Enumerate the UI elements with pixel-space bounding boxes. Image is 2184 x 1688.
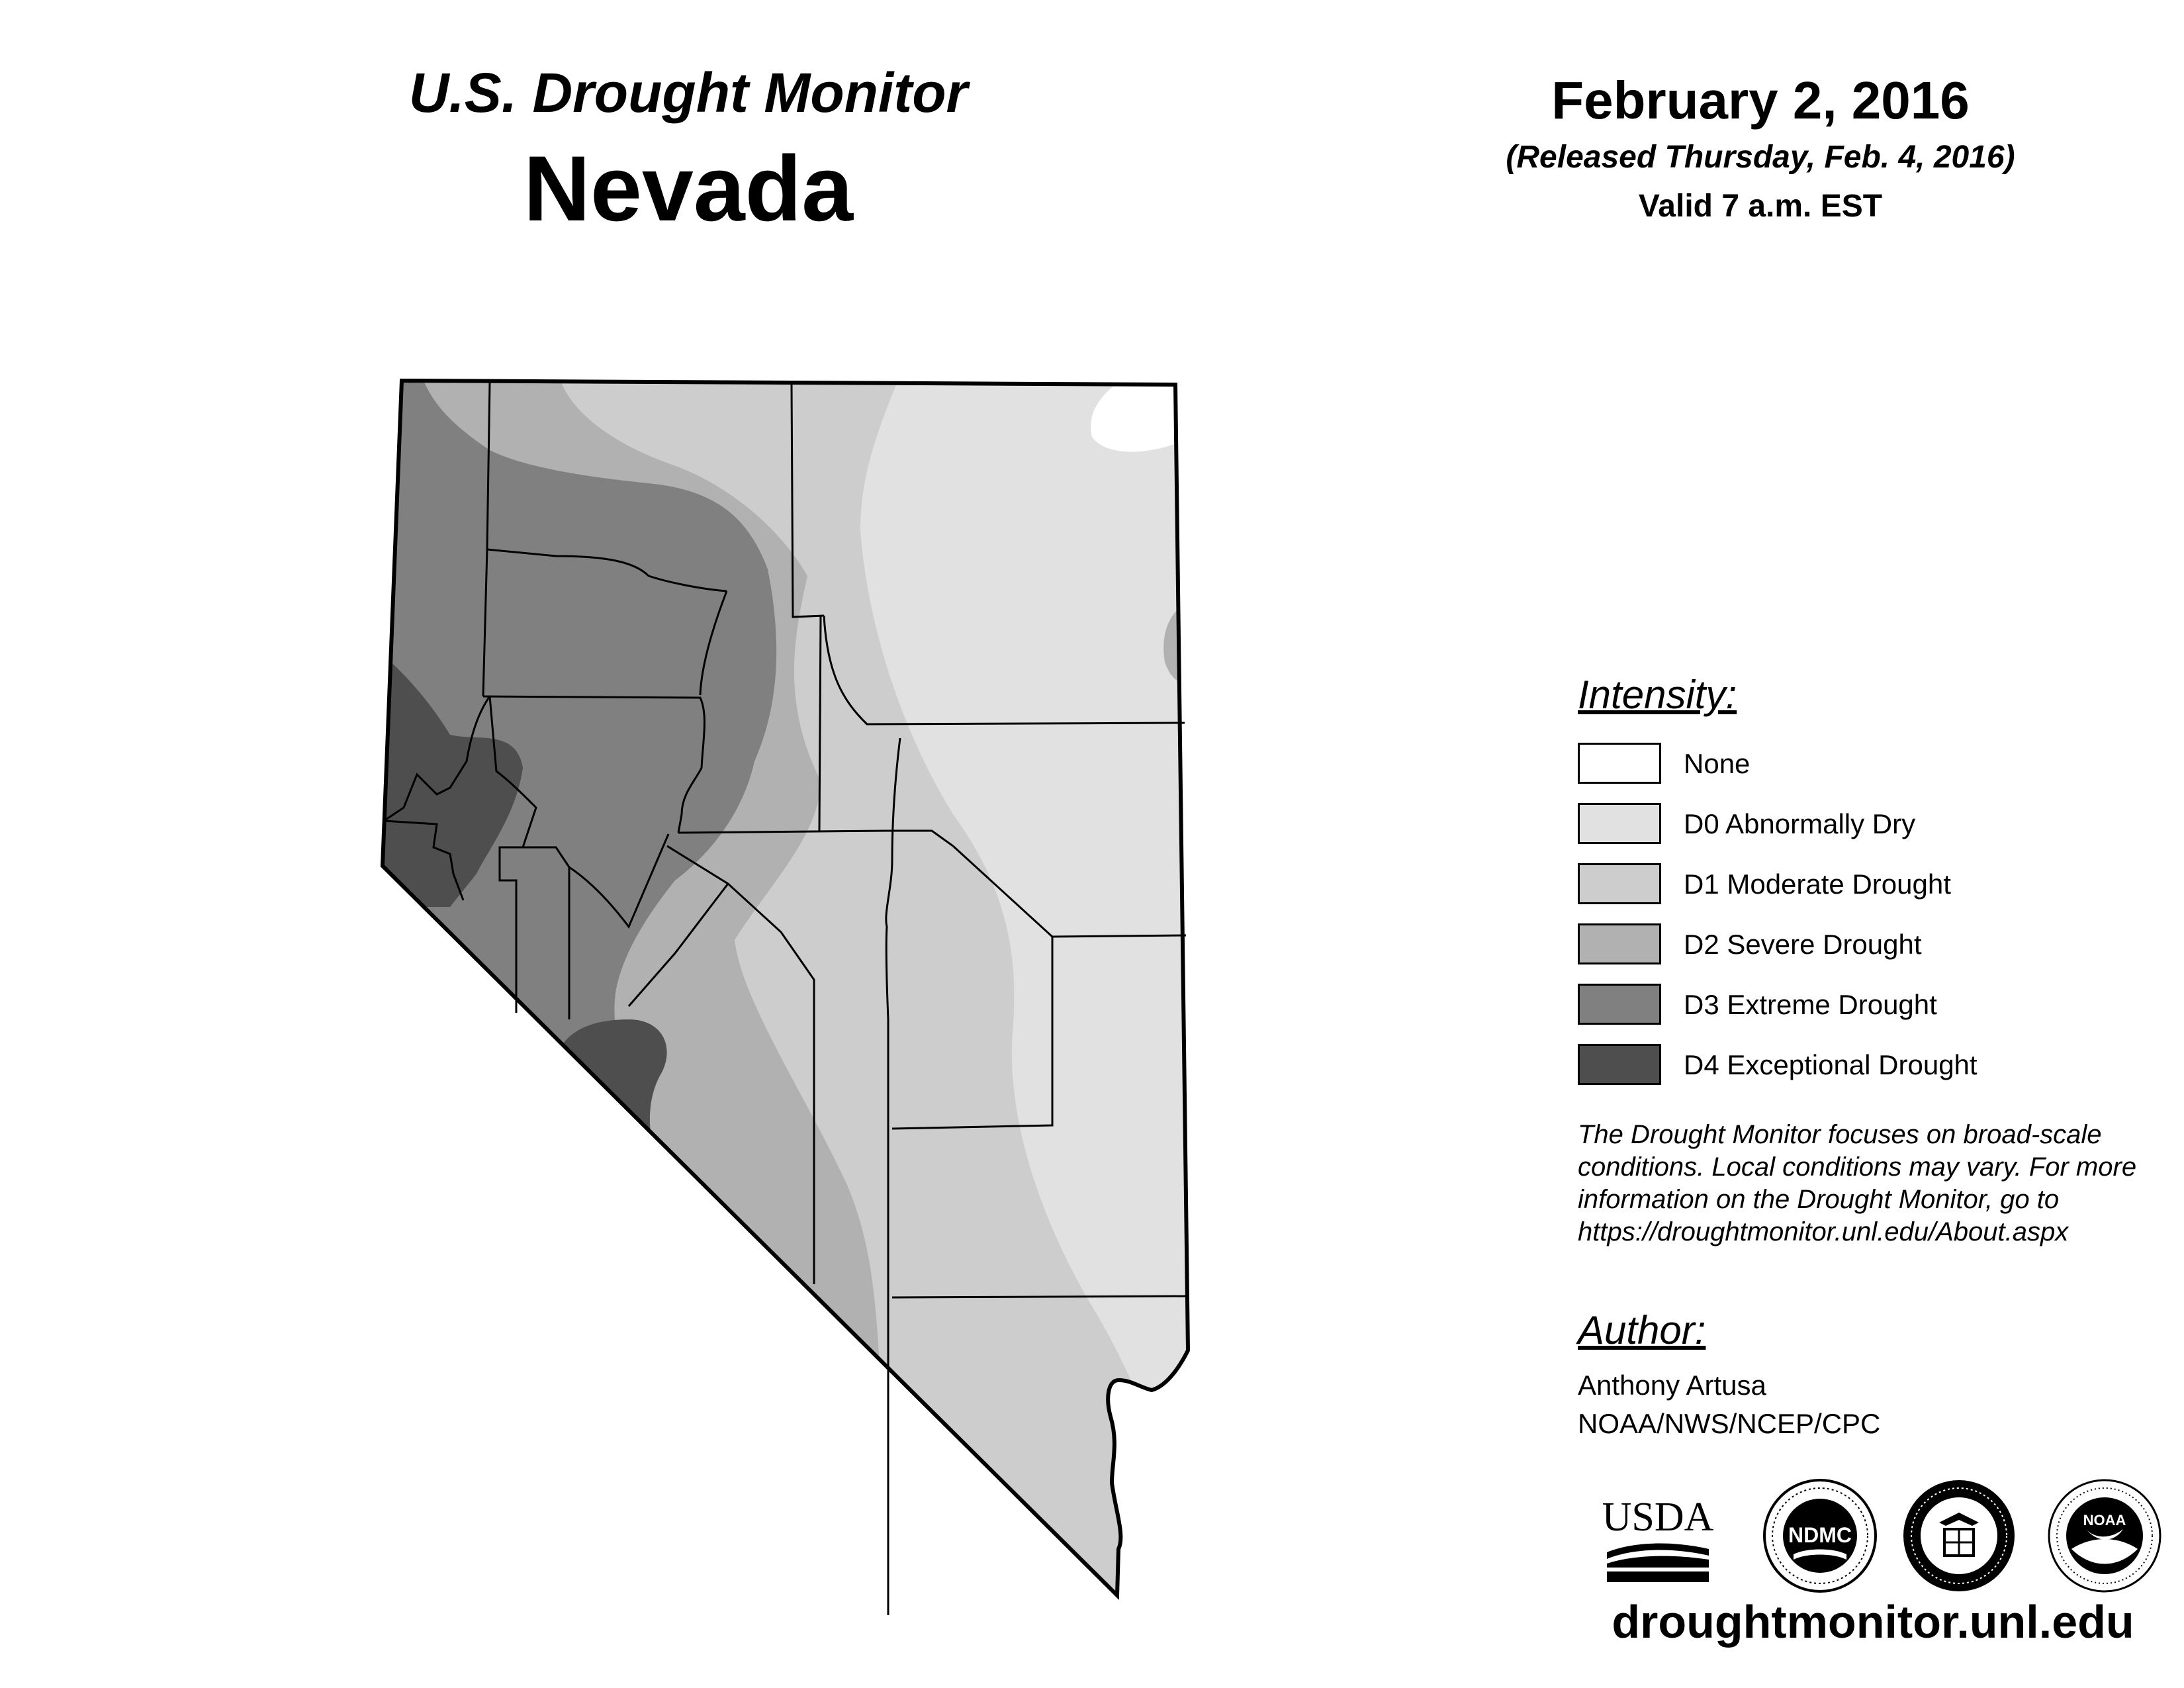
author-org: NOAA/NWS/NCEP/CPC xyxy=(1578,1408,1881,1439)
legend-swatch xyxy=(1578,803,1661,844)
drought-areas xyxy=(357,357,1284,1615)
legend xyxy=(1578,669,2173,1103)
ndmc-logo-text: NDMC xyxy=(1788,1523,1852,1547)
title-block xyxy=(278,53,1099,245)
usda-logo-text: USDA xyxy=(1602,1495,1714,1540)
legend-swatch xyxy=(1578,743,1661,784)
noaa-logo xyxy=(2045,1476,2164,1595)
legend-item xyxy=(1578,741,2173,802)
state-name: Nevada xyxy=(523,136,854,240)
legend-swatch xyxy=(1578,923,1661,964)
legend-item xyxy=(1578,982,2173,1043)
note-line: information on the Drought Monitor, go to xyxy=(1578,1185,2060,1214)
legend-swatch xyxy=(1578,984,1661,1025)
note-line: conditions. Local conditions may vary. For more xyxy=(1578,1152,2137,1182)
legend-label: D1 Moderate Drought xyxy=(1684,868,1951,900)
map-date: February 2, 2016 xyxy=(1551,71,1970,130)
release-date: (Released Thursday, Feb. 4, 2016) xyxy=(1506,140,2015,175)
noaa-logo-text: NOAA xyxy=(2083,1512,2126,1528)
legend-label: None xyxy=(1684,748,1751,779)
valid-time: Valid 7 a.m. EST xyxy=(1638,189,1883,224)
legend-rows xyxy=(1578,741,2173,1103)
legend-item xyxy=(1578,802,2173,862)
legend-label: D0 Abnormally Dry xyxy=(1684,808,1916,839)
disclaimer-note xyxy=(1578,1119,2173,1248)
author-title: Author: xyxy=(1578,1308,1706,1352)
author-name: Anthony Artusa xyxy=(1578,1370,1766,1401)
legend-swatch xyxy=(1578,1044,1661,1085)
note-line: The Drought Monitor focuses on broad-scale xyxy=(1578,1120,2102,1149)
legend-item xyxy=(1578,862,2173,922)
department-of-commerce-seal-icon xyxy=(1899,1476,2019,1595)
legend-label: D3 Extreme Drought xyxy=(1684,989,1937,1020)
date-block xyxy=(1430,66,2091,233)
legend-swatch xyxy=(1578,863,1661,904)
usda-logo xyxy=(1602,1489,1714,1589)
author-block xyxy=(1578,1304,2173,1443)
legend-title: Intensity: xyxy=(1578,673,1737,717)
legend-item xyxy=(1578,1043,2173,1103)
nevada-drought-map xyxy=(357,357,1284,1615)
ndmc-logo xyxy=(1760,1476,1880,1595)
legend-label: D2 Severe Drought xyxy=(1684,929,1922,960)
map-svg xyxy=(357,357,1284,1615)
note-link[interactable]: https://droughtmonitor.unl.edu/About.aspx xyxy=(1578,1217,2069,1246)
legend-label: D4 Exceptional Drought xyxy=(1684,1049,1978,1080)
legend-item xyxy=(1578,922,2173,982)
map-title: U.S. Drought Monitor xyxy=(408,62,968,124)
website-link[interactable]: droughtmonitor.unl.edu xyxy=(1612,1596,2134,1648)
